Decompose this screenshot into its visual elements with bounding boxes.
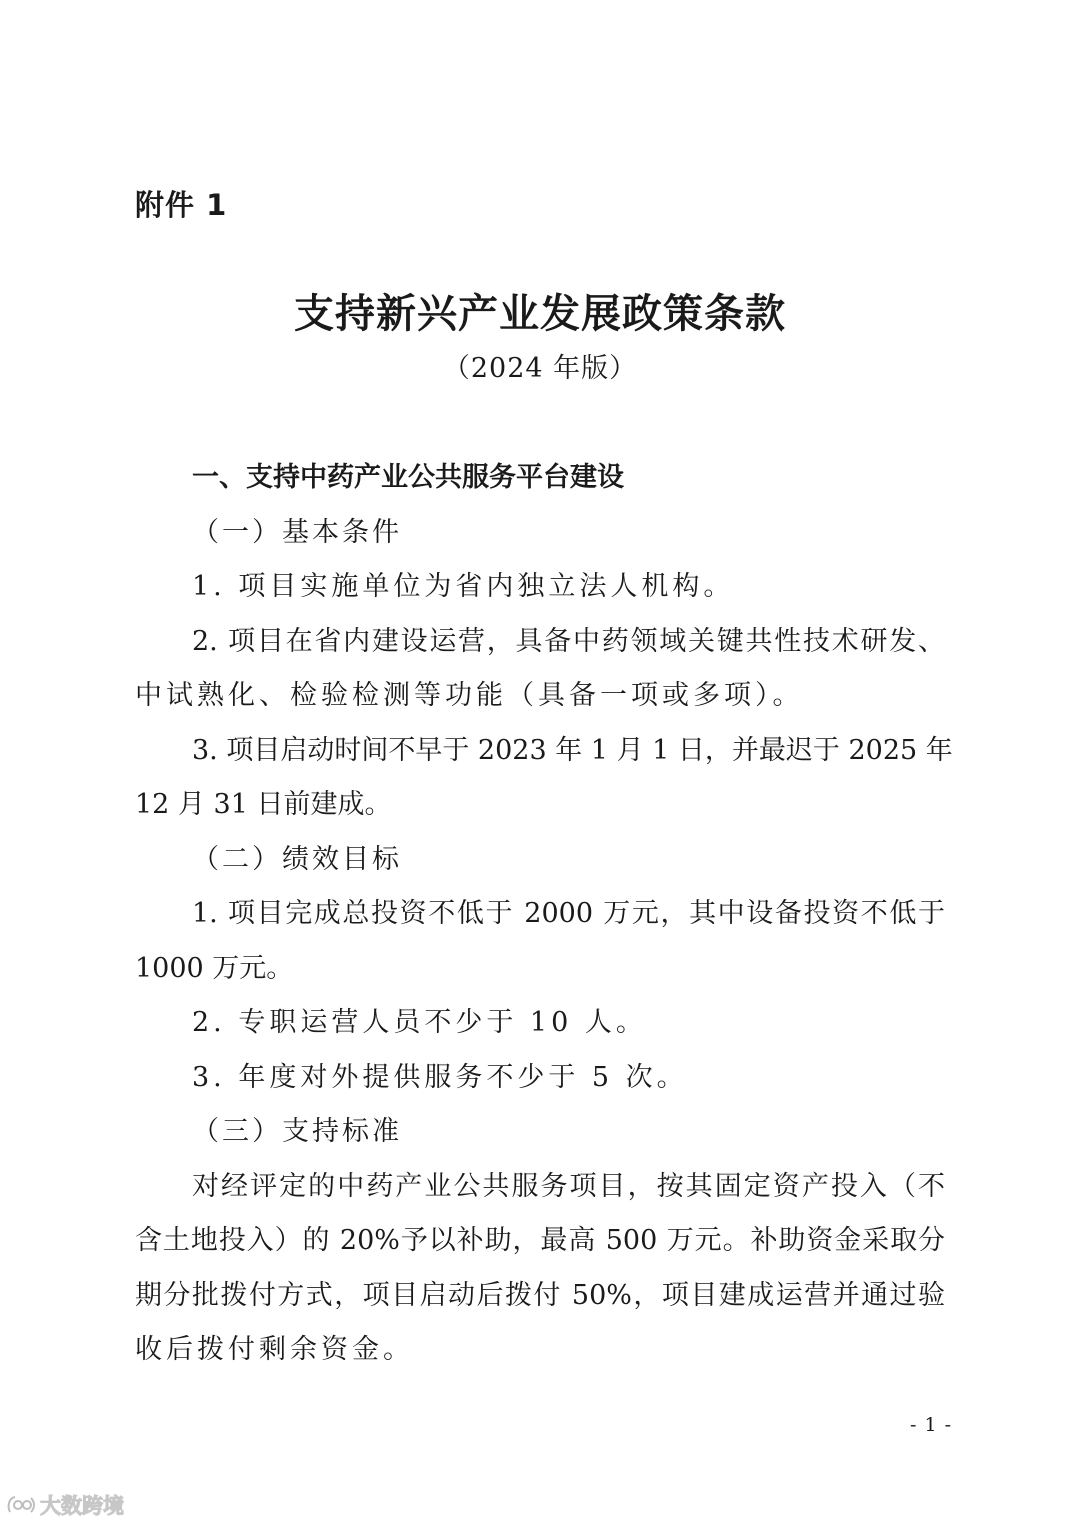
paragraph-line: 中试熟化、检验检测等功能（具备一项或多项）。 [135,680,804,711]
watermark-text: 大数跨境 [40,1494,124,1518]
paragraph-line: 3. 项目启动时间不早于 2023 年 1 月 1 日，并最迟于 2025 年 [192,735,953,766]
paragraph-line: 对经评定的中药产业公共服务项目，按其固定资产投入（不 [192,1171,945,1202]
watermark [6,1490,124,1520]
paragraph-line: 2. 项目在省内建设运营，具备中药领域关键共性技术研发、 [192,626,945,657]
subsection-heading: （一）基本条件 [192,517,402,548]
document-subtitle: （2024 年版） [442,353,638,384]
attachment-label: 附件 1 [135,188,228,222]
paragraph-line: 含土地投入）的 20%予以补助，最高 500 万元。补助资金采取分 [135,1225,945,1256]
paragraph-line: 1000 万元。 [135,953,294,984]
subsection-heading: （二）绩效目标 [192,844,402,875]
page-number: - 1 - [910,1414,953,1436]
subsection-heading: （三）支持标准 [192,1116,402,1147]
paragraph-line: 3. 年度对外提供服务不少于 5 次。 [192,1062,688,1093]
paragraph-line: 12 月 31 日前建成。 [135,789,392,820]
paragraph-line: 1. 项目完成总投资不低于 2000 万元，其中设备投资不低于 [192,898,945,929]
section-heading: 一、支持中药产业公共服务平台建设 [192,462,624,493]
paragraph-line: 1. 项目实施单位为省内独立法人机构。 [192,571,735,602]
paragraph-line: 2. 专职运营人员不少于 10 人。 [192,1007,647,1038]
paragraph-line: 收后拨付剩余资金。 [135,1334,414,1365]
watermark-logo-icon [6,1494,36,1516]
paragraph-line: 期分批拨付方式，项目启动后拨付 50%，项目建成运营并通过验 [135,1280,945,1311]
document-title: 支持新兴产业发展政策条款 [294,290,786,337]
